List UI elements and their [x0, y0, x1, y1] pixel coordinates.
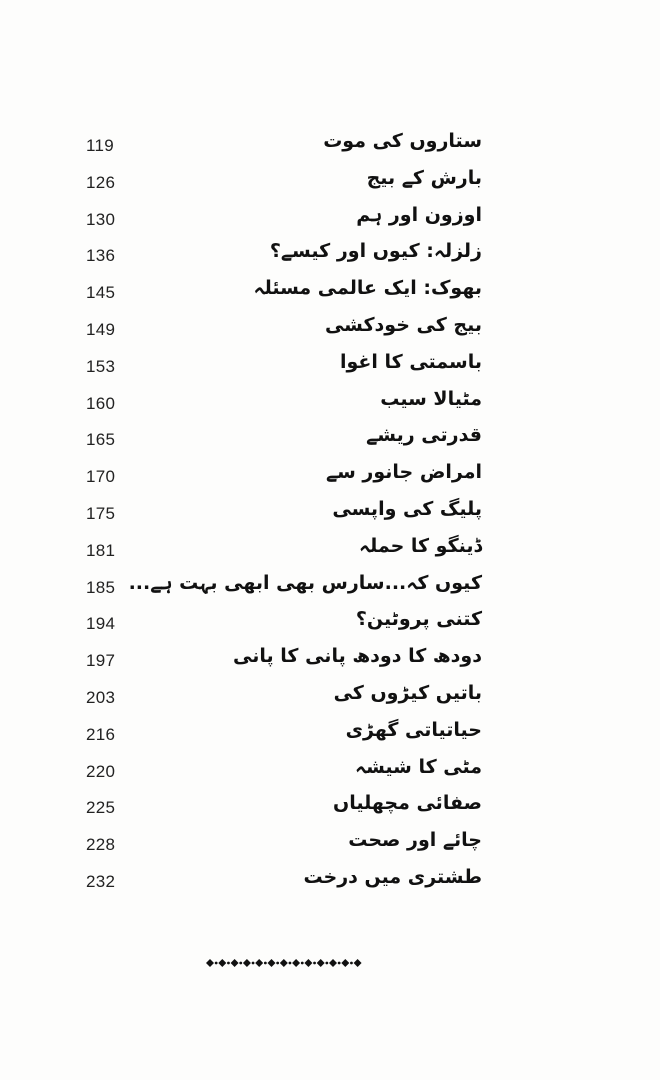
ornament-dot [252, 962, 255, 965]
toc-entry [0, 790, 660, 827]
toc-title: بیج کی خودکشی [324, 313, 482, 336]
ornament-divider [206, 956, 362, 970]
toc-entry [0, 754, 660, 791]
toc-title: زلزلہ: کیوں اور کیسے؟ [269, 240, 482, 263]
toc-title: کیوں کہ...سارس بھی ابھی بہت ہے... [128, 571, 482, 594]
toc-title: طشتری میں درخت [303, 865, 482, 888]
ornament-diamond [329, 959, 337, 967]
ornament-diamond [354, 959, 362, 967]
toc-entry [0, 570, 660, 607]
toc-page-number: 145 [86, 283, 116, 303]
ornament-dot [227, 962, 230, 965]
toc-page-number: 232 [86, 871, 116, 891]
toc-page-number: 130 [86, 209, 116, 229]
ornament-dot [301, 962, 304, 965]
toc-title: باتیں کیڑوں کی [333, 681, 482, 704]
toc-entry [0, 128, 660, 165]
ornament-diamond [341, 959, 349, 967]
ornament-dot [338, 962, 341, 965]
toc-page-number: 194 [86, 614, 116, 634]
toc-page-number: 126 [86, 172, 116, 192]
toc-entry [0, 349, 660, 386]
ornament-dot [350, 962, 353, 965]
toc-entry [0, 312, 660, 349]
ornament-diamond [243, 959, 251, 967]
toc-title: امراض جانور سے [325, 461, 482, 484]
ornament-diamond [304, 959, 312, 967]
ornament-diamond [255, 959, 263, 967]
toc-title: بھوک: ایک عالمی مسئلہ [253, 277, 482, 300]
ornament-diamond [280, 959, 288, 967]
table-of-contents [0, 128, 660, 901]
ornament-diamond [218, 959, 226, 967]
toc-title: قدرتی ریشے [366, 424, 482, 447]
toc-title: مٹیالا سیب [380, 387, 482, 410]
toc-page-number: 149 [86, 319, 116, 339]
toc-title: صفائی مچھلیاں [332, 792, 482, 815]
toc-page-number: 220 [86, 761, 116, 781]
toc-entry [0, 717, 660, 754]
toc-title: پلیگ کی واپسی [332, 497, 482, 520]
toc-entry [0, 238, 660, 275]
toc-entry [0, 422, 660, 459]
toc-page-number: 119 [86, 136, 115, 155]
toc-entry [0, 386, 660, 423]
toc-title: اوزون اور ہم [356, 203, 482, 226]
ornament-dot [325, 962, 328, 965]
toc-title: بارش کے بیج [366, 166, 482, 189]
toc-title: چائے اور صحت [348, 829, 482, 852]
toc-page-number: 160 [86, 393, 116, 413]
ornament-diamond [206, 959, 214, 967]
toc-title: مٹی کا شیشہ [354, 755, 482, 778]
toc-title: ڈینگو کا حملہ [358, 534, 482, 557]
toc-entry [0, 680, 660, 717]
ornament-diamond [292, 959, 300, 967]
ornament-diamond [268, 959, 276, 967]
toc-entry [0, 459, 660, 496]
toc-entry [0, 275, 660, 312]
toc-entry [0, 864, 660, 901]
toc-page-number: 181 [86, 540, 116, 560]
ornament-dot [239, 962, 242, 965]
toc-page-number: 170 [86, 467, 116, 487]
toc-entry [0, 606, 660, 643]
toc-entry [0, 202, 660, 239]
toc-page-number: 228 [86, 835, 116, 855]
toc-page-number: 136 [86, 246, 116, 266]
toc-page-number: 203 [86, 687, 116, 707]
toc-page-number: 197 [86, 651, 116, 671]
toc-title: کتنی پروٹین؟ [355, 608, 482, 631]
ornament-dot [215, 962, 218, 965]
toc-page-number: 153 [86, 356, 116, 376]
ornament-dot [276, 962, 279, 965]
toc-page-number: 185 [86, 577, 116, 597]
toc-page-number: 216 [86, 724, 116, 744]
ornament-dot [313, 962, 316, 965]
toc-entry [0, 165, 660, 202]
ornament-diamond [231, 959, 239, 967]
ornament-dot [264, 962, 267, 965]
toc-entry [0, 643, 660, 680]
toc-title: حیاتیاتی گھڑی [345, 718, 482, 741]
toc-entry [0, 496, 660, 533]
toc-entry [0, 533, 660, 570]
toc-entry [0, 827, 660, 864]
toc-page-number: 175 [86, 503, 116, 523]
ornament-diamond [317, 959, 325, 967]
toc-page-number: 225 [86, 798, 116, 818]
ornament-dot [289, 962, 292, 965]
toc-title: ستاروں کی موت [323, 130, 482, 152]
toc-page-number: 165 [86, 430, 116, 450]
toc-title: دودھ کا دودھ پانی کا پانی [233, 645, 482, 668]
toc-title: باسمتی کا اغوا [340, 350, 482, 373]
